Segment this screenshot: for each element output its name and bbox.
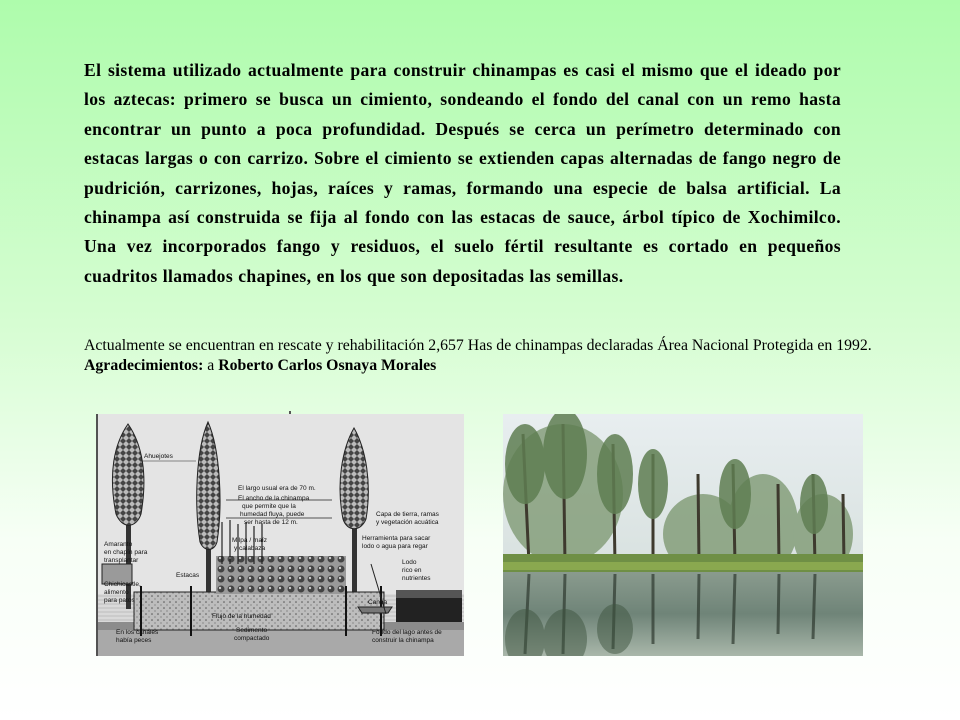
label-ancho-1: El ancho de la chinampa <box>238 495 310 502</box>
label-largo: El largo usual era de 70 m. <box>238 485 316 492</box>
label-chichicastle-1: Chichicastle, <box>104 581 141 588</box>
label-chichicastle-2: alimento <box>104 589 129 596</box>
label-lodo-2: rico en <box>402 567 422 574</box>
main-paragraph: El sistema utilizado actualmente para construir chinampas es casi el mismo que el ideado por los aztecas: primero se busca un cimiento, sondeando el fondo del canal con un remo hasta encontrar un punto a poca profundidad. Después se cerca un perímetro determinado con estacas largas o con carrizo. Sobre el cimiento se extienden capas alternadas de fango negro de pudrición, carrizones, hojas, raíces y ramas, formando una especie de balsa artificial. La chinampa así construida se fija al fondo con las estacas de sauce, árbol típico de Xochimilco. Una vez incorporados fango y residuos, el suelo fértil resultante es cortado en pequeños cuadritos llamados chapines, en los que son depositadas las semillas. <box>84 60 841 286</box>
thanks-label: Agradecimientos: <box>84 357 204 374</box>
label-herramienta-1: Herramienta para sacar <box>362 535 431 542</box>
label-sedimento-2: compactado <box>234 635 270 642</box>
label-ancho-2: que permite que la <box>242 503 296 510</box>
label-capa-2: y vegetación acuática <box>376 519 439 526</box>
label-canales-2: había peces <box>116 637 152 644</box>
label-amaranto-1: Amaranto <box>104 541 133 548</box>
label-milpa-2: y calabaza <box>234 545 266 552</box>
label-canoa: Canoa <box>368 599 388 606</box>
thanks-name: Roberto Carlos Osnaya Morales <box>218 357 437 374</box>
note-paragraph <box>84 336 884 376</box>
label-lodo-3: nutrientes <box>402 575 431 582</box>
label-ancho-3: humedad fluya, puede <box>240 511 305 518</box>
note-text: Actualmente se encuentran en rescate y rehabilitación 2,657 Has de chinampas declaradas Área Nacional Protegida en 1992. <box>84 337 872 354</box>
label-fondo-1: Fondo del lago antes de <box>372 629 442 636</box>
label-flujo: Flujo de la humedad <box>212 613 271 620</box>
label-lodo-1: Lodo <box>402 559 417 566</box>
chinampa-diagram <box>96 414 464 656</box>
label-ahuejotes: Ahuejotes <box>144 453 173 460</box>
label-fondo-2: construir la chinampa <box>372 637 434 644</box>
label-milpa-1: Milpa / maíz <box>232 537 268 544</box>
canal-photo <box>503 414 863 656</box>
label-estacas: Estacas <box>176 572 200 579</box>
label-sedimento-1: Sedimento <box>236 627 268 634</box>
label-capa-1: Capa de tierra, ramas <box>376 511 439 518</box>
label-herramienta-2: lodo o agua para regar <box>362 543 428 550</box>
label-amaranto-2: en chapín para <box>104 549 148 556</box>
label-chichicastle-3: para patos <box>104 597 135 604</box>
label-canales-1: En los canales <box>116 629 159 636</box>
thanks-prefix: a <box>207 357 215 374</box>
label-ancho-4: ser hasta de 12 m. <box>244 519 298 526</box>
label-amaranto-3: transplantar <box>104 557 139 564</box>
